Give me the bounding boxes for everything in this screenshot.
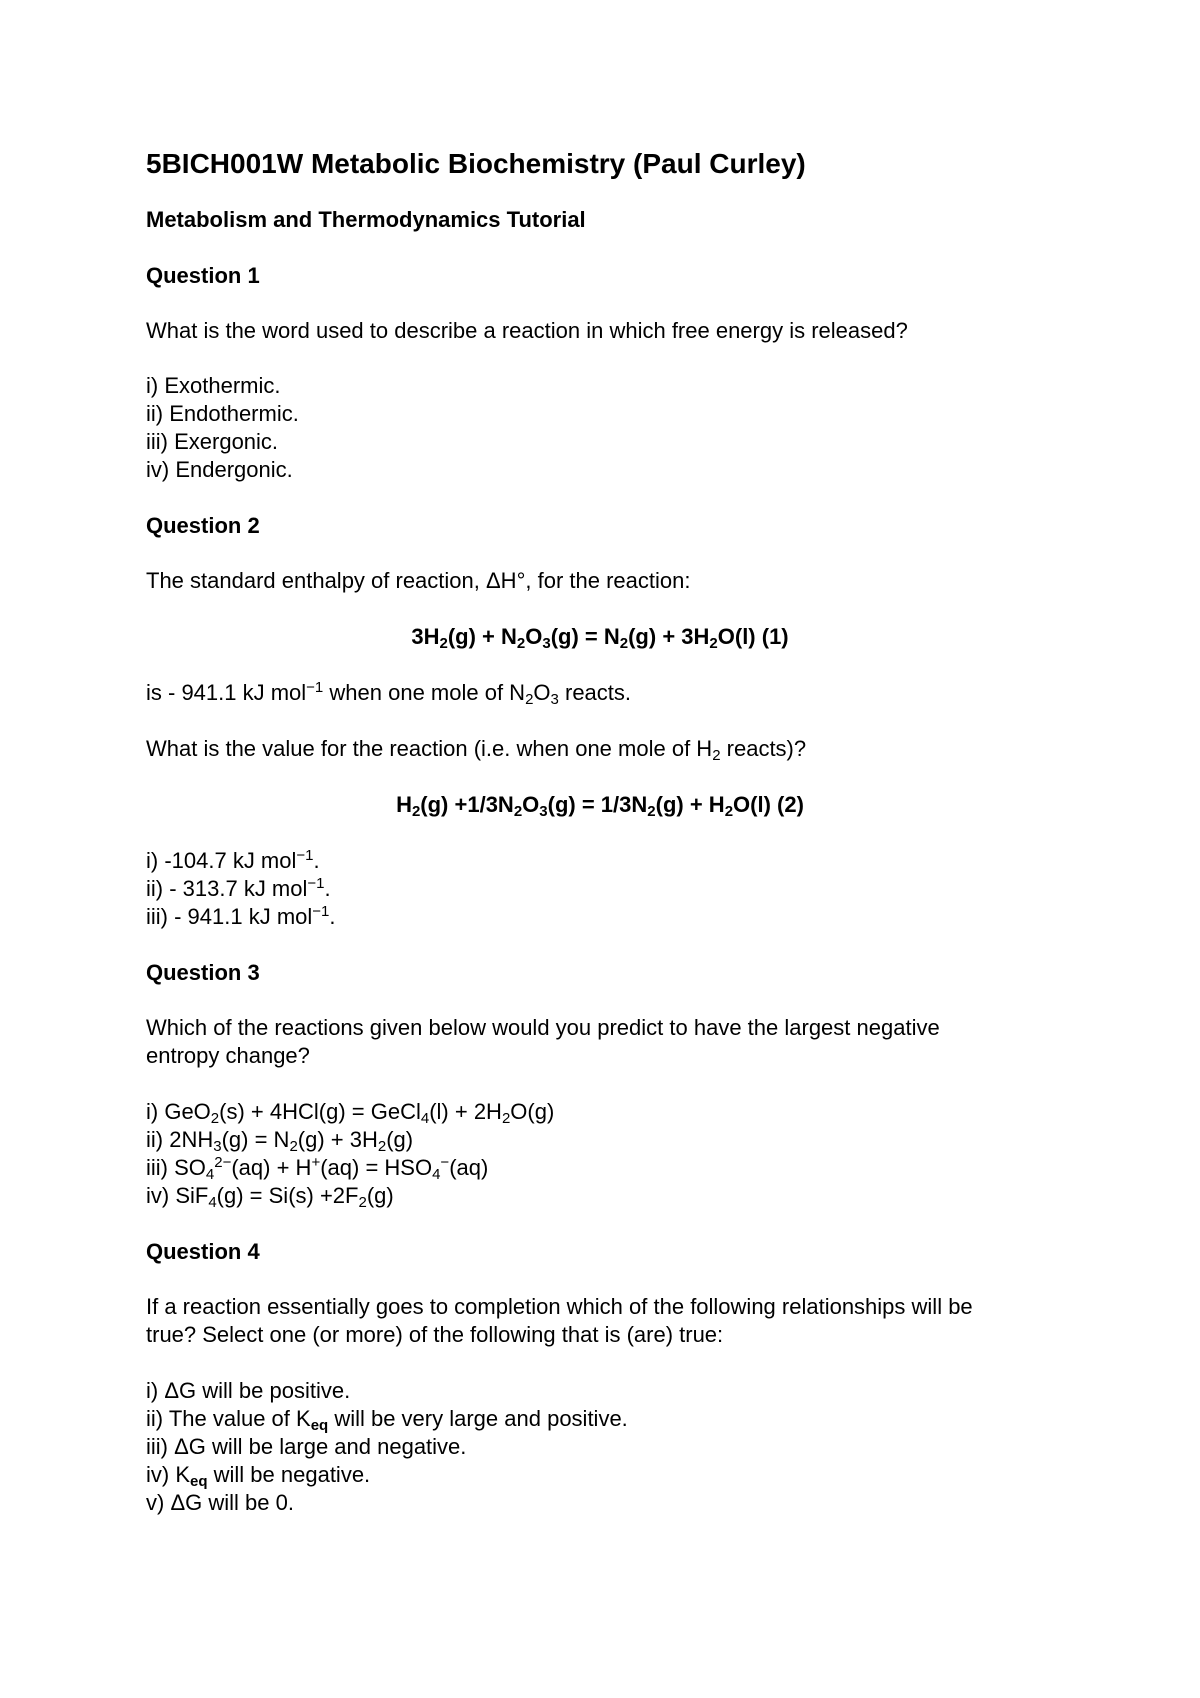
q3-option-i: i) GeO$_2$(s) + 4HCl(g) = GeCl$_4$(l) + $2H_2O(g)$ [146,1099,555,1127]
question-2-statement: is - 941.1 kJ mol$^{-1}$ when one mole of $N_2O_3$ reacts. [146,679,632,708]
q4-option-iv: iv) $K_{eq}$ will be negative. [146,1462,371,1490]
question-2-heading: Question 2 [146,513,260,538]
document-subtitle: Metabolism and Thermodynamics Tutorial [146,207,586,232]
document-title: 5BICH001W Metabolic Biochemistry (Paul Curley) [146,148,806,179]
q4-option-i: i) ΔG will be positive. [146,1378,351,1403]
q1-option-i: i) Exothermic. [146,373,281,398]
q4-option-v: v) ΔG will be 0. [146,1490,294,1515]
question-3-text-line-1: Which of the reactions given below would you predict to have the largest negative [146,1015,940,1040]
q3-option-iv: iv) $SiF_4(g) = Si(s) +2F_2(g)$ [146,1183,394,1211]
question-1-heading: Question 1 [146,263,260,288]
q2-option-i: i) -104.7 kJ mol$^{-1}$. [146,847,320,873]
question-1-text: What is the word used to describe a reaction in which free energy is released? [146,318,908,343]
question-4-heading: Question 4 [146,1239,260,1264]
question-3-text-line-2: entropy change? [146,1043,310,1068]
q1-option-ii: ii) Endothermic. [146,401,299,426]
q2-option-ii: ii) - 313.7 kJ mol$^{-1}$. [146,875,331,901]
question-2-intro: The standard enthalpy of reaction, ΔH°, for the reaction: [146,568,691,593]
question-4-text-line-1: If a reaction essentially goes to completion which of the following relationships will be [146,1294,973,1319]
q3-option-iii: iii) $SO_4^{2-}(aq) + H^+(aq) = HSO_4^-(aq)$ [146,1154,489,1183]
q4-option-iii: iii) ΔG will be large and negative. [146,1434,467,1459]
equation-1: $3H_2(g) + N_2O_3(g) = N_2(g) + 3H_2O(l)$ (1) [411,624,789,652]
question-2-question: What is the value for the reaction (i.e. when one mole of $H_2$ reacts)? [146,736,807,764]
equation-2: $H_2(g) +1/3N_2O_3(g) = 1/3N_2(g) + H_2O(l)$ (2) [396,792,804,820]
q1-option-iv: iv) Endergonic. [146,457,293,482]
q1-option-iii: iii) Exergonic. [146,429,279,454]
question-3-heading: Question 3 [146,960,260,985]
question-4-text-line-2: true? Select one (or more) of the following that is (are) true: [146,1322,724,1347]
q2-option-iii: iii) - 941.1 kJ mol$^{-1}$. [146,903,336,929]
q4-option-ii: ii) The value of $K_{eq}$ will be very large and positive. [146,1406,628,1434]
q3-option-ii: ii) $2NH_3(g) = N_2(g) + 3H_2(g)$ [146,1127,414,1155]
